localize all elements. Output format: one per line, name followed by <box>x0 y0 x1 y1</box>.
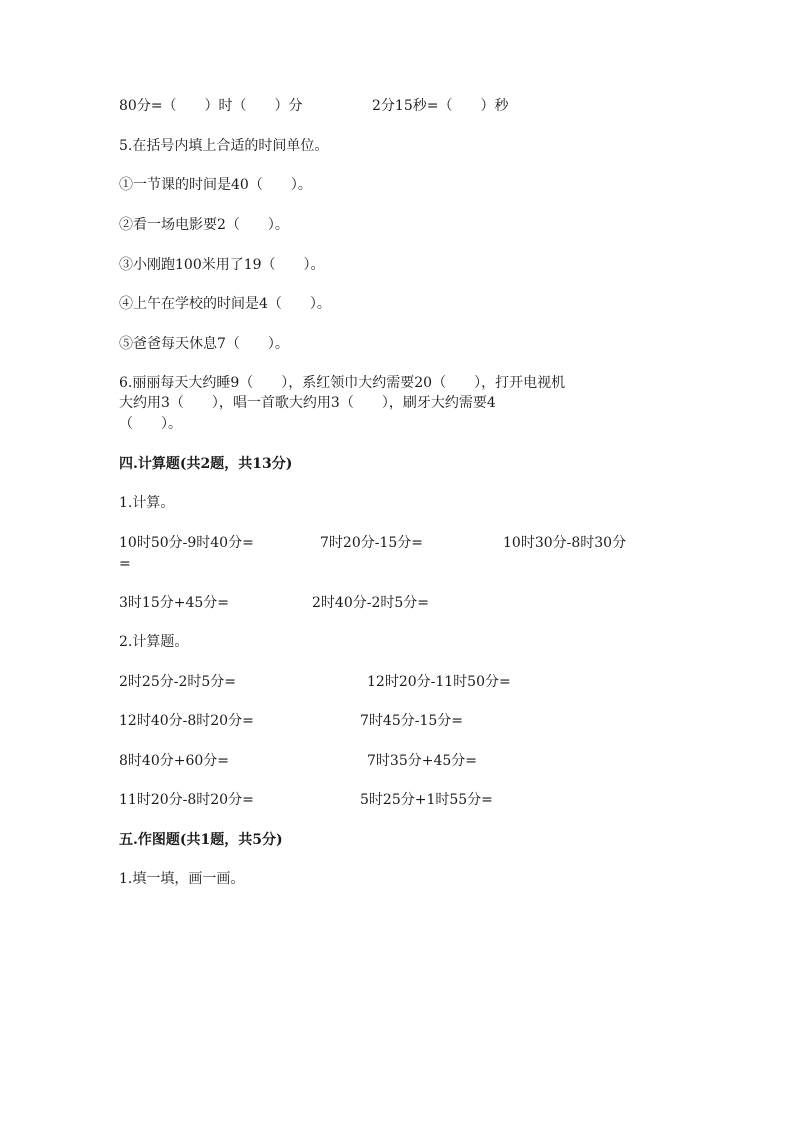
calc-1-item-c-cont: = <box>119 556 131 572</box>
q6-line-3: （ ）。 <box>119 416 182 432</box>
calc-2-heading: 2.计算题。 <box>119 634 189 650</box>
calc-2-item-e: 8时40分+60分= <box>119 753 229 769</box>
calc-1-item-b: 7时20分-15分= <box>320 535 423 551</box>
calc-2-item-b: 12时20分-11时50分= <box>367 674 511 690</box>
calc-2-item-h: 5时25分+1时55分= <box>360 792 493 808</box>
drawing-1-heading: 1.填一填，画一画。 <box>119 871 245 887</box>
calc-1-item-d: 3时15分+45分= <box>119 595 229 611</box>
q5-item-5: ⑤爸爸每天休息7（ ）。 <box>119 336 289 352</box>
q5-item-4: ④上午在学校的时间是4（ ）。 <box>119 296 331 312</box>
calc-1-heading: 1.计算。 <box>119 495 175 511</box>
q-80min-conversion: 80分=（ ）时（ ）分 <box>119 98 303 114</box>
calc-2-item-f: 7时35分+45分= <box>367 753 477 769</box>
q5-item-1: ①一节课的时间是40（ ）。 <box>119 177 312 193</box>
q6-line-1: 6.丽丽每天大约睡9（ ），系红领巾大约需要20（ ），打开电视机 <box>119 375 566 391</box>
q6-line-2: 大约用3（ ），唱一首歌大约用3（ ），刷牙大约需要4 <box>119 395 496 411</box>
calc-2-item-g: 11时20分-8时20分= <box>119 792 254 808</box>
section-5-heading: 五.作图题(共1题，共5分) <box>119 832 283 848</box>
section-4-heading: 四.计算题(共2题，共13分) <box>119 456 293 472</box>
q5-heading: 5.在括号内填上合适的时间单位。 <box>119 138 329 154</box>
q5-item-3: ③小刚跑100米用了19（ ）。 <box>119 257 325 273</box>
calc-2-item-a: 2时25分-2时5分= <box>119 674 236 690</box>
calc-2-item-d: 7时45分-15分= <box>360 713 463 729</box>
calc-1-item-a: 10时50分-9时40分= <box>119 535 254 551</box>
calc-1-item-e: 2时40分-2时5分= <box>312 595 429 611</box>
calc-2-item-c: 12时40分-8时20分= <box>119 713 254 729</box>
q5-item-2: ②看一场电影要2（ ）。 <box>119 217 289 233</box>
calc-1-item-c: 10时30分-8时30分 <box>503 535 627 551</box>
q-2min15sec-conversion: 2分15秒=（ ）秒 <box>372 98 509 114</box>
